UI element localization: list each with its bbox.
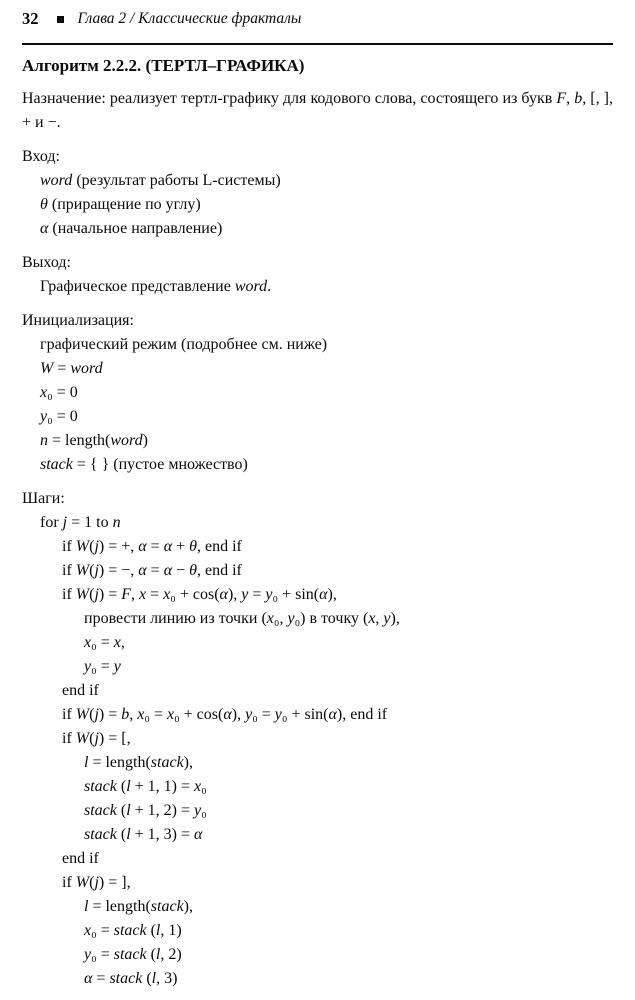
algorithm-line: if W(j) = b, x₀ = x₀ + cos(α), y₀ = y₀ + sin(α), end if (62, 706, 388, 723)
algorithm-line: x₀ = 0 (40, 384, 78, 401)
algorithm-line: α (начальное направление) (40, 220, 223, 237)
algorithm-line: if W(j) = −, α = α − θ, end if (62, 562, 242, 579)
algorithm-purpose: Назначение: реализует тертл-графику для кодового слова, состоящего из букв F, b, [, ], + и −. (22, 90, 614, 131)
algorithm-line: графический режим (подробнее см. ниже) (40, 336, 328, 353)
square-bullet-icon (57, 16, 64, 23)
algorithm-line: if W(j) = ], (62, 874, 131, 891)
horizontal-rule (22, 43, 613, 45)
algorithm-line: l = length(stack), (84, 754, 193, 771)
algorithm-line: Графическое представление word. (40, 278, 272, 295)
algorithm-section (22, 251, 613, 299)
section-heading: Шаги: (22, 490, 65, 507)
algorithm-line: stack = { } (пустое множество) (40, 456, 248, 473)
algorithm-sections (22, 145, 613, 991)
section-heading: Вход: (22, 148, 60, 165)
algorithm-line: y₀ = stack (l, 2) (84, 946, 182, 963)
algorithm-line: end if (62, 850, 99, 867)
algorithm-section (22, 487, 613, 991)
algorithm-line: stack (l + 1, 1) = x₀ (84, 778, 207, 795)
page-header (22, 8, 613, 30)
algorithm-line: end if (62, 682, 99, 699)
algorithm-line: l = length(stack), (84, 898, 193, 915)
section-heading: Инициализация: (22, 312, 134, 329)
page-number: 32 (22, 9, 39, 28)
running-head-title: Глава 2 / Классические фракталы (77, 10, 302, 27)
algorithm-line: α = stack (l, 3) (84, 970, 178, 987)
algorithm-line: if W(j) = F, x = x₀ + cos(α), y = y₀ + sin(α), (62, 586, 337, 603)
algorithm-title: Алгоритм 2.2.2. (ТЕРТЛ–ГРАФИКА) (22, 56, 305, 75)
algorithm-line: провести линию из точки (x₀, y₀) в точку (x, y), (84, 610, 400, 627)
algorithm-section (22, 309, 613, 477)
algorithm-line: for j = 1 to n (40, 514, 121, 531)
algorithm-line: y₀ = y (84, 658, 121, 675)
algorithm-line: y₀ = 0 (40, 408, 78, 425)
algorithm-line: if W(j) = +, α = α + θ, end if (62, 538, 242, 555)
algorithm-line: W = word (40, 360, 103, 377)
algorithm-line: x₀ = stack (l, 1) (84, 922, 182, 939)
section-heading: Выход: (22, 254, 71, 271)
algorithm-line: stack (l + 1, 2) = y₀ (84, 802, 207, 819)
algorithm-line: if W(j) = [, (62, 730, 131, 747)
algorithm-section (22, 145, 613, 241)
algorithm-line: n = length(word) (40, 432, 148, 449)
algorithm-line: θ (приращение по углу) (40, 196, 201, 213)
algorithm-line: x₀ = x, (84, 634, 125, 651)
algorithm-line: stack (l + 1, 3) = α (84, 826, 203, 843)
algorithm-line: word (результат работы L-системы) (40, 172, 281, 189)
